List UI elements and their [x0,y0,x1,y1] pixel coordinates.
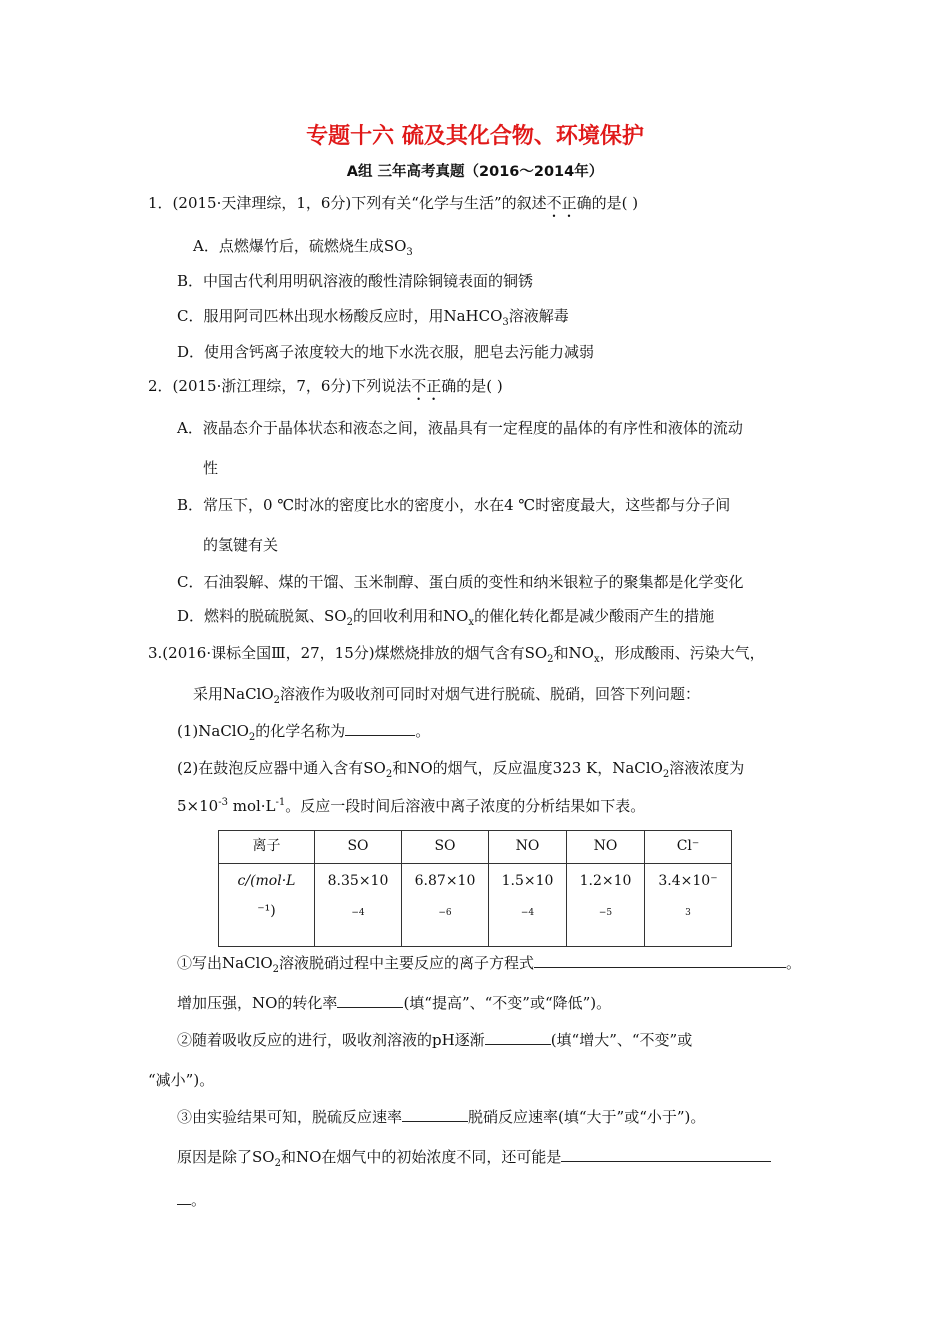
q3-part-1: (1)NaClO$_2$的化学名称为 。 [177,722,431,743]
answer-blank[interactable] [177,1190,191,1205]
q3-subpart-3-cont: 原因是除了$SO_2$和NO在烟气中的初始浓度不同，还可能是 [177,1147,771,1167]
q2-option-b: B．常压下，0 ℃时冰的密度比水的密度小，水在4 ℃时密度最大，这些都与分子间 [177,496,731,514]
table-header-row [219,831,732,864]
table-cell: 3.4×10⁻ 3 [645,864,732,947]
q1-option-d: D．使用含钙离子浓度较大的地下水洗衣服，肥皂去污能力减弱 [177,343,595,361]
q3-subpart-1-cont: 增加压强，NO的转化率 (填“提高”、“不变”或“降低”)。 [177,994,612,1012]
table-cell: 1.2×10 −5 [567,864,645,947]
answer-blank[interactable] [561,1147,771,1162]
table-cell: 8.35×10 −4 [315,864,402,947]
section-subtitle: A组 三年高考真题（2016～2014年） [346,164,604,180]
answer-blank[interactable] [485,1030,551,1045]
answer-blank[interactable] [402,1107,468,1122]
answer-blank[interactable] [337,993,403,1008]
q2-option-a-cont: 性 [203,459,219,477]
table-header-cell: NO [489,831,567,864]
q1-stem: 1．(2015·天津理综，1，6分)下列有关“化学与生活”的叙述不正确的是( ) [148,194,639,212]
table-header-cell: Cl⁻ [645,831,732,864]
answer-blank[interactable] [345,721,415,736]
q3-subpart-2: ②随着吸收反应的进行，吸收剂溶液的pH逐渐 (填“增大”、“不变”或 [177,1031,693,1049]
q2-option-b-cont: 的氢键有关 [203,536,279,554]
table-row [219,864,732,947]
q1-option-a: A．点燃爆竹后，硫燃烧生成$SO_3$ [193,237,413,258]
q3-subpart-1: ①写出NaClO$_2$溶液脱硝过程中主要反应的离子方程式 。 [177,954,802,975]
q1-option-b: B．中国古代利用明矾溶液的酸性清除铜镜表面的铜锈 [177,272,534,290]
page-title: 专题十六 硫及其化合物、环境保护 [306,124,644,149]
q2-option-c: C．石油裂解、煤的干馏、玉米制醇、蛋白质的变性和纳米银粒子的聚集都是化学变化 [177,573,744,591]
q3-part-2: (2)在鼓泡反应器中通入含有$SO_2$和NO的烟气，反应温度323 K，NaClO$_2$溶液浓度为 [177,759,745,780]
q3-part-2-cont: $5\times 10^{-3}$ $mol\cdot L^{-1}$。反应一段时间后溶液中离子浓度的分析结果如下表。 [177,797,646,815]
table-header-cell: NO [567,831,645,864]
answer-blank[interactable] [534,953,786,968]
q2-option-d: D．燃料的脱硫脱氮、$SO_2$的回收利用和$NO_x$的催化转化都是减少酸雨产生的措施 [177,607,715,628]
q3-stem-cont: 采用NaClO$_2$溶液作为吸收剂可同时对烟气进行脱硫、脱硝，回答下列问题： [193,685,701,706]
table-cell: 1.5×10 −4 [489,864,567,947]
table-cell: 6.87×10 −6 [402,864,489,947]
q2-stem: 2．(2015·浙江理综，7，6分)下列说法不正确的是( ) [148,377,503,395]
table-row-label: c/(mol·L ⁻¹) [219,864,315,947]
table-header-cell: SO [402,831,489,864]
q1-option-c: C．服用阿司匹林出现水杨酸反应时，用NaHCO$_3$溶液解毒 [177,307,569,328]
q2-option-a: A．液晶态介于晶体状态和液态之间，液晶具有一定程度的晶体的有序性和液体的流动 [177,419,743,437]
q3-subpart-3-end: 。 [177,1190,206,1210]
ion-concentration-table [218,830,732,947]
table-header-cell: 离子 [219,831,315,864]
q3-subpart-3: ③由实验结果可知，脱硫反应速率 脱硝反应速率(填“大于”或“小于”)。 [177,1108,706,1126]
q3-stem: 3.(2016·课标全国Ⅲ，27，15分)煤燃烧排放的烟气含有$SO_2$和$NO_x$，形成酸雨、污染大气， [148,644,765,665]
table-header-cell: SO [315,831,402,864]
q3-subpart-2-cont: “减小”)。 [148,1071,215,1089]
